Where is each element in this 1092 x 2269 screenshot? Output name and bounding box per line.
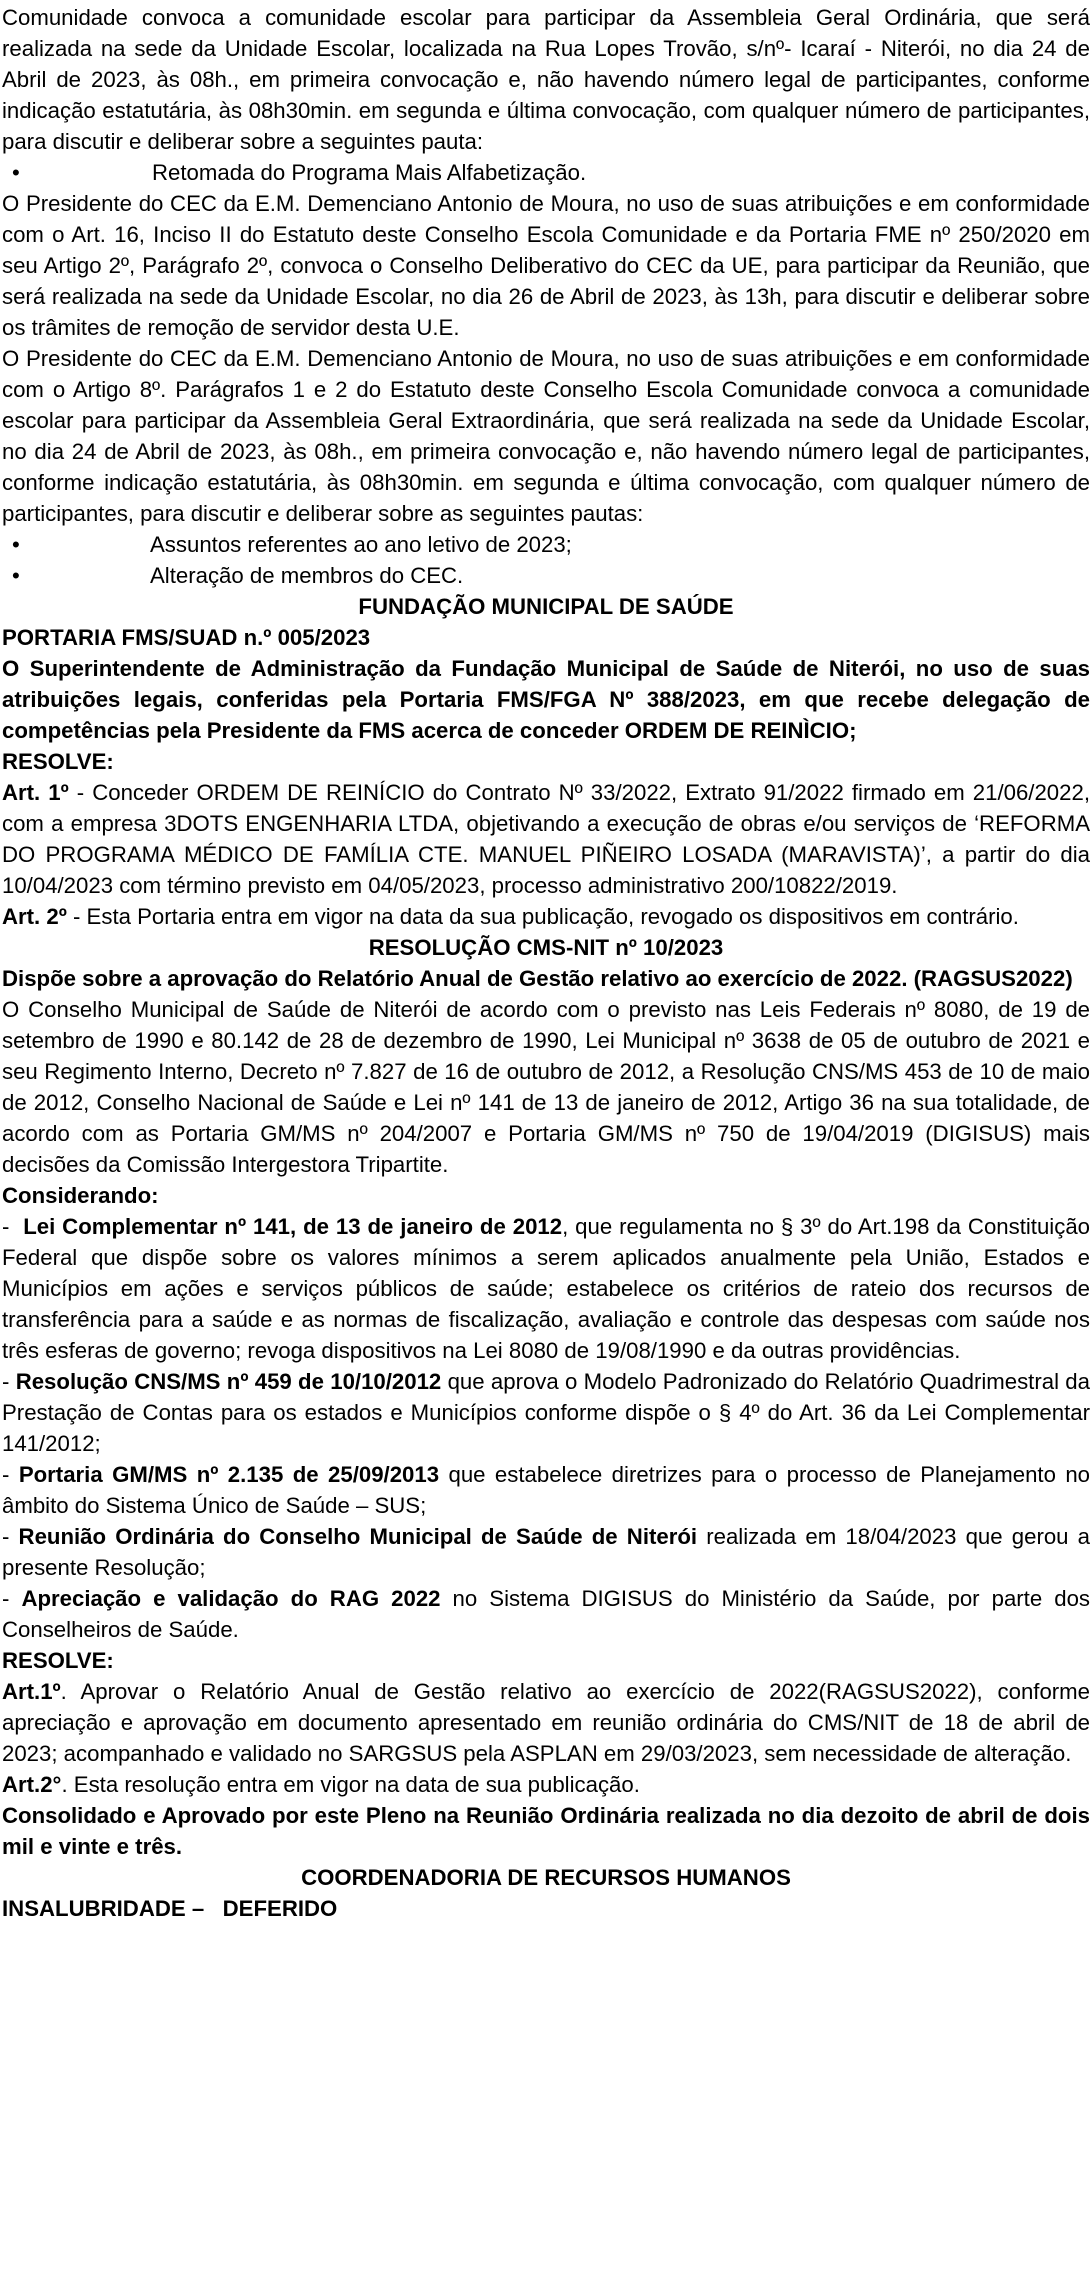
agenda-item-text: Alteração de membros do CEC. <box>150 563 464 588</box>
agenda-item-text: Retomada do Programa Mais Alfabetização. <box>152 160 587 185</box>
portaria-article-1 <box>2 777 1090 901</box>
rh-subheading: INSALUBRIDADE – DEFERIDO <box>2 1896 338 1921</box>
considerando-label: Considerando: <box>2 1183 159 1208</box>
portaria-article-2 <box>2 901 1090 932</box>
considerando-item-4 <box>2 1521 1090 1583</box>
section-heading-rh: COORDENADORIA DE RECURSOS HUMANOS <box>301 1865 791 1890</box>
item-dash: - <box>2 1462 19 1487</box>
section-heading-cms: RESOLUÇÃO CMS-NIT nº 10/2023 <box>368 935 724 960</box>
article-text: . Aprovar o Relatório Anual de Gestão relativo ao exercício de 2022(RAGSUS2022), conforme apreciação e aprovação em documento apresentado em reunião ordinária do CMS/NIT de 18 de abril de 2023; acompanhado e validado no SARGSUS pela ASPLAN em 29/03/2023, sem necessidade de alteração. <box>2 1679 1090 1766</box>
article-label: Art.1º <box>2 1679 61 1704</box>
item-dash: - <box>2 1524 19 1549</box>
article-text: - Esta Portaria entra em vigor na data da sua publicação, revogado os dispositivos em contrário. <box>66 904 1019 929</box>
convocation-paragraph-1: Comunidade convoca a comunidade escolar para participar da Assembleia Geral Ordinária, que será realizada na sede da Unidade Escolar, localizada na Rua Lopes Trovão, s/nº- Icaraí - Niterói, no dia 24 de Abril de 2023, às 08h., em primeira convocação e, não havendo número legal de participantes, conforme indicação estatutária, às 08h30min. em segunda e última convocação, com qualquer número de participantes, para discutir e deliberar sobre a seguintes pauta: <box>2 5 1090 154</box>
item-bold-ref: Lei Complementar nº 141, de 13 de janeiro de 2012 <box>23 1214 563 1239</box>
resolution-intro: O Conselho Municipal de Saúde de Niterói de acordo com o previsto nas Leis Federais nº 8080, de 19 de setembro de 1990 e 80.142 de 28 de dezembro de 1990, Lei Municipal nº 3638 de 05 de outubro de 2021 e seu Regimento Interno, Decreto nº 7.827 de 16 de outubro de 2012, a Resolução CNS/MS 453 de 10 de maio de 2012, Conselho Nacional de Saúde e Lei nº 141 de 13 de janeiro de 2012, Artigo 36 na sua totalidade, de acordo com as Portaria GM/MS nº 204/2007 e Portaria GM/MS nº 750 de 19/04/2019 (DIGISUS) mais decisões da Comissão Intergestora Tripartite. <box>2 997 1090 1177</box>
portaria-preamble: O Superintendente de Administração da Fundação Municipal de Saúde de Niterói, no uso de suas atribuições legais, conferidas pela Portaria FMS/FGA Nº 388/2023, em que recebe delegação de competências pela Presidente da FMS acerca de conceder ORDEM DE REINÌCIO; <box>2 656 1090 743</box>
bullet-icon: • <box>12 160 20 185</box>
bullet-icon: • <box>12 563 20 588</box>
item-bold-ref: Apreciação e validação do RAG 2022 <box>21 1586 441 1611</box>
resolve-label: RESOLVE: <box>2 1648 114 1673</box>
bullet-icon: • <box>12 532 20 557</box>
convocation-paragraph-3: O Presidente do CEC da E.M. Demenciano Antonio de Moura, no uso de suas atribuições e em conformidade com o Artigo 8º. Parágrafos 1 e 2 do Estatuto deste Conselho Escola Comunidade convoca a comunidade escolar para participar da Assembleia Geral Extraordinária, que será realizada na sede da Unidade Escolar, no dia 24 de Abril de 2023, às 08h., em primeira convocação e, não havendo número legal de participantes, conforme indicação estatutária, às 08h30min. em segunda e última convocação, com qualquer número de participantes, para discutir e deliberar sobre as seguintes pautas: <box>2 346 1090 526</box>
item-text: que estabelece diretrizes para o processo de Planejamento no âmbito do Sistema Único de Saúde – SUS; <box>2 1462 1091 1518</box>
item-dash: - <box>2 1369 16 1394</box>
portaria-title: PORTARIA FMS/SUAD n.º 005/2023 <box>2 625 371 650</box>
item-bold-ref: Resolução CNS/MS nº 459 de 10/10/2012 <box>15 1369 442 1394</box>
section-heading-fms: FUNDAÇÃO MUNICIPAL DE SAÚDE <box>358 594 734 619</box>
convocation-paragraph-2: O Presidente do CEC da E.M. Demenciano Antonio de Moura, no uso de suas atribuições e em conformidade com o Art. 16, Inciso II do Estatuto deste Conselho Escola Comunidade e da Portaria FME nº 250/2020 em seu Artigo 2º, Parágrafo 2º, convoca o Conselho Deliberativo do CEC da UE, para participar da Reunião, que será realizada na sede da Unidade Escolar, no dia 26 de Abril de 2023, às 13h, para discutir e deliberar sobre os trâmites de remoção de servidor desta U.E. <box>2 191 1090 340</box>
resolution-article-2 <box>2 1769 1090 1800</box>
agenda-item-3 <box>2 560 1090 591</box>
article-label: Art.2° <box>2 1772 62 1797</box>
considerando-item-2 <box>2 1366 1090 1459</box>
item-bold-ref: Portaria GM/MS nº 2.135 de 25/09/2013 <box>18 1462 440 1487</box>
article-label: Art. 2º <box>2 904 67 929</box>
item-dash: - <box>2 1586 22 1611</box>
article-text: . Esta resolução entra em vigor na data de sua publicação. <box>61 1772 640 1797</box>
resolution-subject: Dispõe sobre a aprovação do Relatório Anual de Gestão relativo ao exercício de 2022. (RAGSUS2022) <box>2 966 1073 991</box>
agenda-item-2 <box>2 529 1090 560</box>
agenda-item-text: Assuntos referentes ao ano letivo de 2023; <box>150 532 572 557</box>
article-text: - Conceder ORDEM DE REINÍCIO do Contrato Nº 33/2022, Extrato 91/2022 firmado em 21/06/2022, com a empresa 3DOTS ENGENHARIA LTDA, objetivando a execução de obras e/ou serviços de ‘REFORMA DO PROGRAMA MÉDICO DE FAMÍLIA CTE. MANUEL PIÑEIRO LOSADA (MARAVISTA)’, a partir do dia 10/04/2023 com término previsto em 04/05/2023, processo administrativo 200/10822/2019. <box>2 780 1090 898</box>
item-bold-ref: Reunião Ordinária do Conselho Municipal de Saúde de Niterói <box>18 1524 698 1549</box>
item-text: , que regulamenta no § 3º do Art.198 da Constituição Federal que dispõe sobre os valores mínimos a serem aplicados anualmente pela União, Estados e Municípios em ações e serviços públicos de saúde; estabelece os critérios de rateio dos recursos de transferência para a saúde e as normas de fiscalização, avaliação e controle das despesas com saúde nos três esferas de governo; revoga dispositivos na Lei 8080 de 19/08/1990 e da outras providências. <box>2 1214 1091 1363</box>
considerando-item-3 <box>2 1459 1090 1521</box>
considerando-item-5 <box>2 1583 1090 1645</box>
considerando-item-1 <box>2 1211 1090 1366</box>
article-label: Art. 1º <box>2 780 69 805</box>
item-text: realizada em 18/04/2023 que gerou a presente Resolução; <box>2 1524 1091 1580</box>
agenda-item-1 <box>2 157 1090 188</box>
item-text: no Sistema DIGISUS do Ministério da Saúde, por parte dos Conselheiros de Saúde. <box>2 1586 1090 1642</box>
resolution-closing: Consolidado e Aprovado por este Pleno na Reunião Ordinária realizada no dia dezoito de abril de dois mil e vinte e três. <box>2 1803 1090 1859</box>
item-dash: - <box>2 1214 24 1239</box>
item-text: que aprova o Modelo Padronizado do Relatório Quadrimestral da Prestação de Contas para os estados e Municípios conforme dispõe o § 4º do Art. 36 da Lei Complementar 141/2012; <box>2 1369 1090 1456</box>
resolve-label: RESOLVE: <box>2 749 114 774</box>
resolution-article-1 <box>2 1676 1090 1769</box>
